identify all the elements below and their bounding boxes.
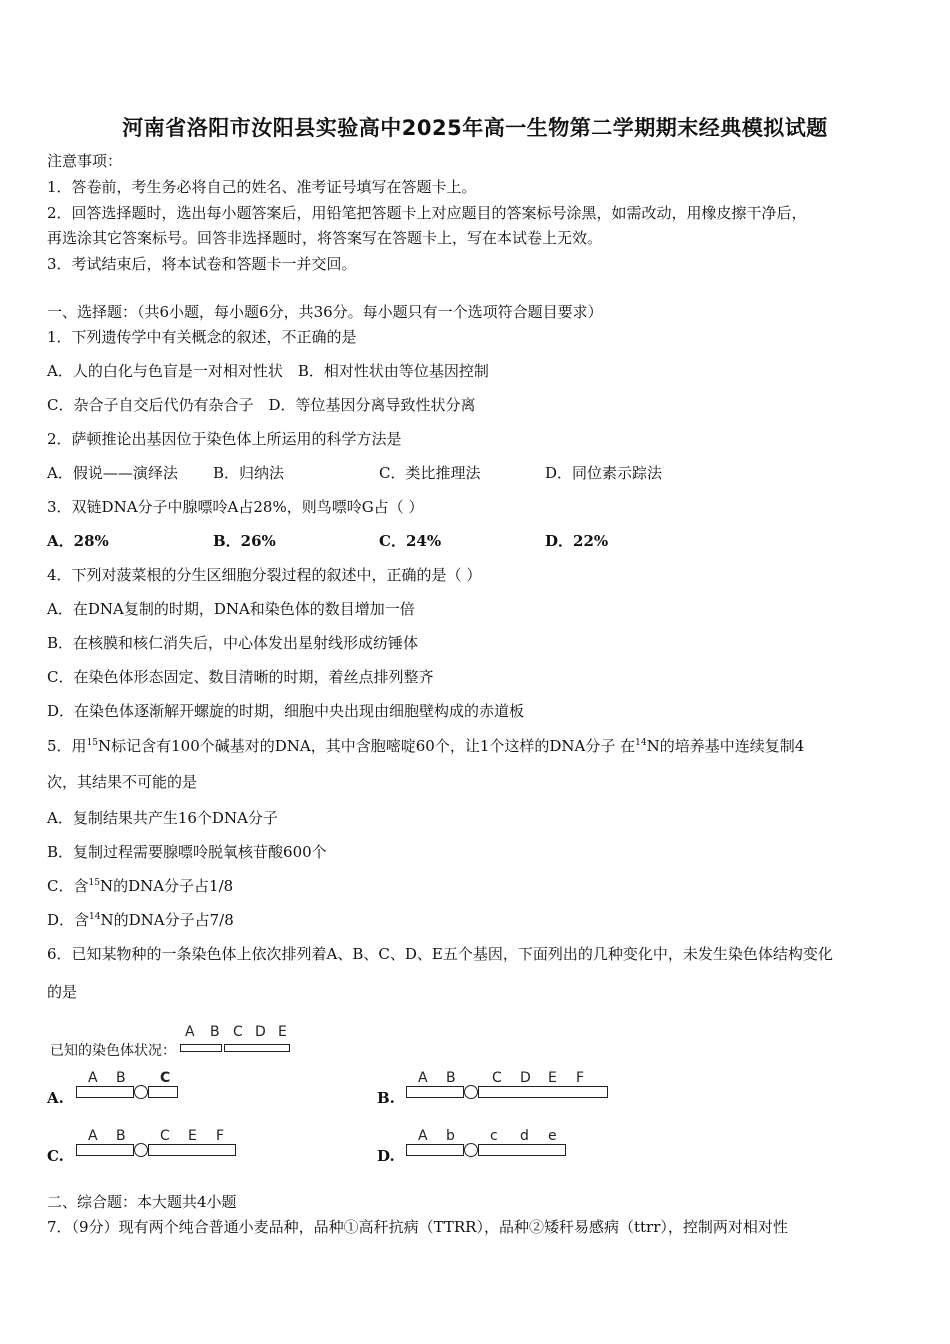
option-a-label: A. (47, 1089, 64, 1107)
centromere (134, 1085, 148, 1099)
option-c: C．在染色体形态固定、数目清晰的时期，着丝点排列整齐 (47, 668, 434, 686)
q1-options-row1: A．人的白化与色盲是一对相对性状 B．相对性状由等位基因控制 (47, 362, 489, 380)
question-5: 5．用$^{15}$N标记含有100个碱基对的DNA，其中含胞嘧啶60个，让1个这样的DNA分子 在$^{14}$N的培养基中连续复制4 (47, 737, 805, 755)
question-7 (47, 1217, 788, 1237)
option-b-chromosome: A B C D E F (406, 1070, 611, 1102)
note-item: 再选涂其它答案标号。回答非选择题时，将答案写在答题卡上，写在本试卷上无效。 (47, 229, 603, 247)
question-number: 1． (47, 328, 72, 346)
option-b-label: B. (377, 1089, 395, 1107)
chromosome-arm (478, 1144, 566, 1156)
question-4 (47, 565, 481, 585)
question-stem-continued: 的是 (47, 983, 78, 1001)
option-c: C．含$^{15}$N的DNA分子占1/8 (47, 877, 234, 895)
chromosome-arm (148, 1086, 178, 1098)
option-d-chromosome: A b c d e (406, 1128, 571, 1160)
centromere (134, 1143, 148, 1157)
chromosome-arm (180, 1044, 222, 1052)
option-a: A．假说——演绎法 (47, 464, 178, 482)
question-score: （9分） (71, 1218, 119, 1236)
notes-heading: 注意事项： (47, 152, 123, 170)
option-a-chromosome: A B C (76, 1070, 186, 1102)
question-stem-continued: 次，其结果不可能的是 (47, 773, 198, 791)
question-stem: 下列遗传学中有关概念的叙述，不正确的是 (71, 328, 357, 346)
note-item: 3．考试结束后，将本试卷和答题卡一并交回。 (47, 255, 357, 273)
question-stem: 双链DNA分子中腺嘌呤A占28%，则鸟嘌呤G占（ ） (71, 498, 424, 516)
chromosome-arm (224, 1044, 290, 1052)
option-c-label: C. (47, 1147, 64, 1165)
option-d: D．在染色体逐渐解开螺旋的时期，细胞中央出现由细胞壁构成的赤道板 (47, 702, 525, 720)
question-3 (47, 497, 423, 517)
option-d: D．22% (545, 532, 609, 550)
option-d: D．含$^{14}$N的DNA分子占7/8 (47, 911, 234, 929)
question-stem: 萨顿推论出基因位于染色体上所运用的科学方法是 (71, 430, 402, 448)
option-a: A．在DNA复制的时期，DNA和染色体的数目增加一倍 (47, 600, 415, 618)
option-c: C．24% (379, 532, 442, 550)
question-2 (47, 429, 402, 449)
chromosome-arm (406, 1086, 464, 1098)
page-title: 河南省洛阳市汝阳县实验高中2025年高一生物第二学期期末经典模拟试题 (122, 116, 828, 140)
option-b: B．复制过程需要腺嘌呤脱氧核苷酸600个 (47, 843, 327, 861)
section-heading: 一、选择题：（共6小题，每小题6分，共36分。每小题只有一个选项符合题目要求） (47, 303, 603, 321)
chromosome-arm (148, 1144, 236, 1156)
question-1 (47, 327, 357, 347)
option-c-chromosome: A B C E F (76, 1128, 241, 1160)
question-number: 3． (47, 498, 72, 516)
question-6 (47, 944, 833, 964)
option-a: A．28% (47, 532, 109, 550)
question-stem: 已知某物种的一条染色体上依次排列着A、B、C、D、E五个基因，下面列出的几种变化中，未发生染色体结构变化 (71, 945, 833, 963)
option-d: D．同位素示踪法 (545, 464, 663, 482)
note-item: 1．答卷前，考生务必将自己的姓名、准考证号填写在答题卡上。 (47, 178, 477, 196)
option-a: A．复制结果共产生16个DNA分子 (47, 809, 278, 827)
q1-options-row2: C．杂合子自交后代仍有杂合子 D．等位基因分离导致性状分离 (47, 396, 476, 414)
option-b: B．在核膜和核仁消失后，中心体发出星射线形成纺锤体 (47, 634, 419, 652)
known-chromosome-diagram: A B C D E (180, 1024, 300, 1056)
question-number: 6． (47, 945, 72, 963)
section-heading: 二、综合题：本大题共4小题 (47, 1193, 237, 1211)
question-stem: 下列对菠菜根的分生区细胞分裂过程的叙述中，正确的是（ ） (71, 566, 482, 584)
option-b: B．26% (213, 532, 276, 550)
centromere (464, 1085, 478, 1099)
question-number: 7． (47, 1218, 72, 1236)
centromere (464, 1143, 478, 1157)
chromosome-arm (76, 1144, 134, 1156)
chromosome-arm (478, 1086, 608, 1098)
question-number: 5． (47, 737, 72, 755)
question-number: 2． (47, 430, 72, 448)
option-c: C．类比推理法 (379, 464, 481, 482)
chromosome-arm (76, 1086, 134, 1098)
question-stem: 现有两个纯合普通小麦品种，品种①高秆抗病（TTRR），品种②矮秆易感病（ttrr），控制两对相对性 (118, 1218, 788, 1236)
option-d-label: D. (377, 1147, 395, 1165)
chromosome-arm (406, 1144, 464, 1156)
option-b: B．归纳法 (213, 464, 285, 482)
question-number: 4． (47, 566, 72, 584)
note-item: 2．回答选择题时，选出每小题答案后，用铅笔把答题卡上对应题目的答案标号涂黑，如需改动，用橡皮擦干净后， (47, 204, 807, 222)
known-chromosome-label: 已知的染色体状况： (50, 1043, 176, 1059)
